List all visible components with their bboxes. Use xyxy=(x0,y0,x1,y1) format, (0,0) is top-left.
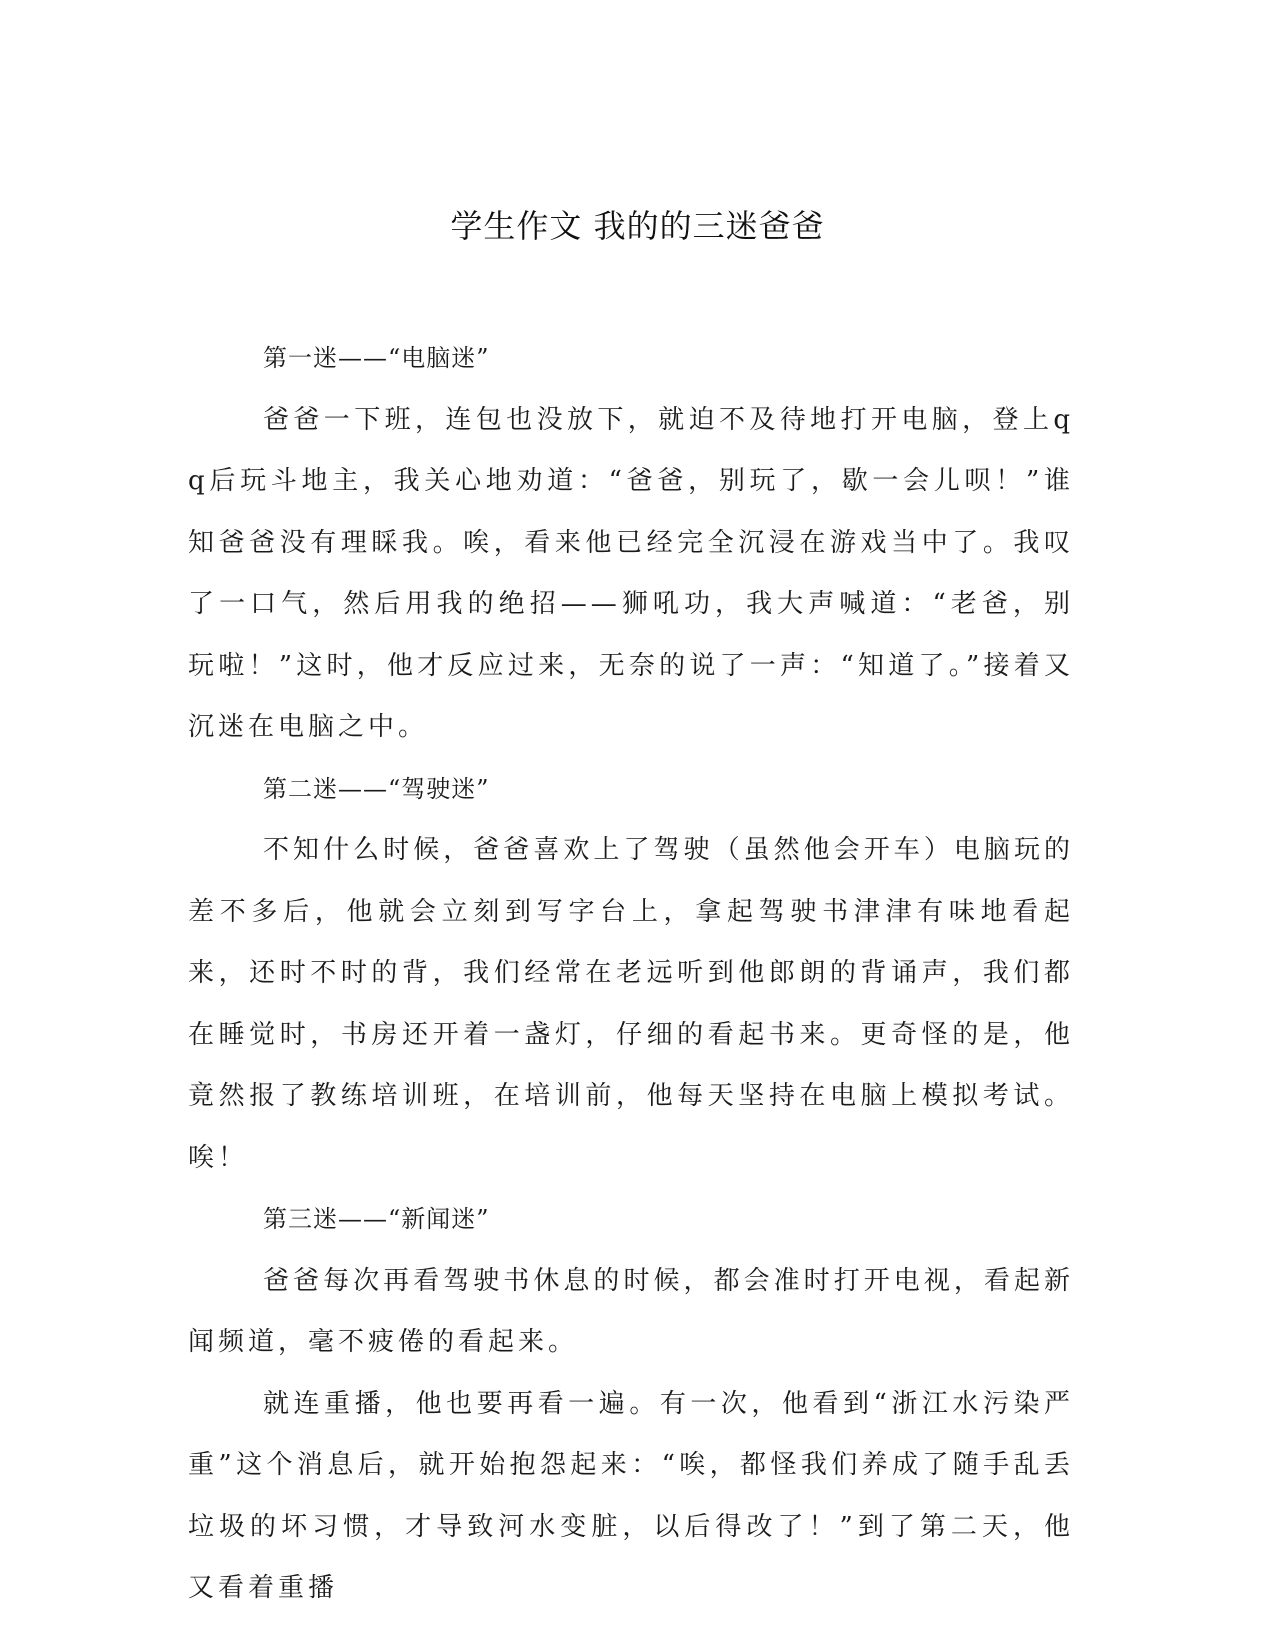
paragraph-news-1: 爸爸每次再看驾驶书休息的时候，都会准时打开电视，看起新闻频道，毫不疲倦的看起来。 xyxy=(188,1265,1074,1357)
section-heading-computer: 第一迷——“电脑迷” xyxy=(263,344,490,372)
paragraph-computer: 爸爸一下班，连包也没放下，就迫不及待地打开电脑，登上qq后玩斗地主，我关心地劝道：“爸爸，别玩了，歇一会儿呗！”谁知爸爸没有理睬我。唉，看来他已经完全沉浸在游戏当中了。我叹了一口气，然后用我的绝招——狮吼功，我大声喊道：“老爸，别玩啦！”这时，他才反应过来，无奈的说了一声：“知道了。”接着又沉迷在电脑之中。 xyxy=(188,404,1074,742)
section-heading-news: 第三迷——“新闻迷” xyxy=(263,1205,490,1233)
document-title: 学生作文 我的的三迷爸爸 xyxy=(450,207,825,245)
document-body xyxy=(188,328,1074,1620)
paragraph-news-2: 就连重播，他也要再看一遍。有一次，他看到“浙江水污染严重”这个消息后，就开始抱怨起来：“唉，都怪我们养成了随手乱丢垃圾的坏习惯，才导致河水变脏，以后得改了！”到了第二天，他又看着重播 xyxy=(188,1388,1074,1603)
section-heading-driving: 第二迷——“驾驶迷” xyxy=(263,774,490,803)
paragraph-driving: 不知什么时候，爸爸喜欢上了驾驶（虽然他会开车）电脑玩的差不多后，他就会立刻到写字台上，拿起驾驶书津津有味地看起来，还时不时的背，我们经常在老远听到他郎朗的背诵声，我们都在睡觉时，书房还开着一盏灯，仔细的看起书来。更奇怪的是，他竟然报了教练培训班，在培训前，他每天坚持在电脑上模拟考试。唉！ xyxy=(188,835,1074,1173)
